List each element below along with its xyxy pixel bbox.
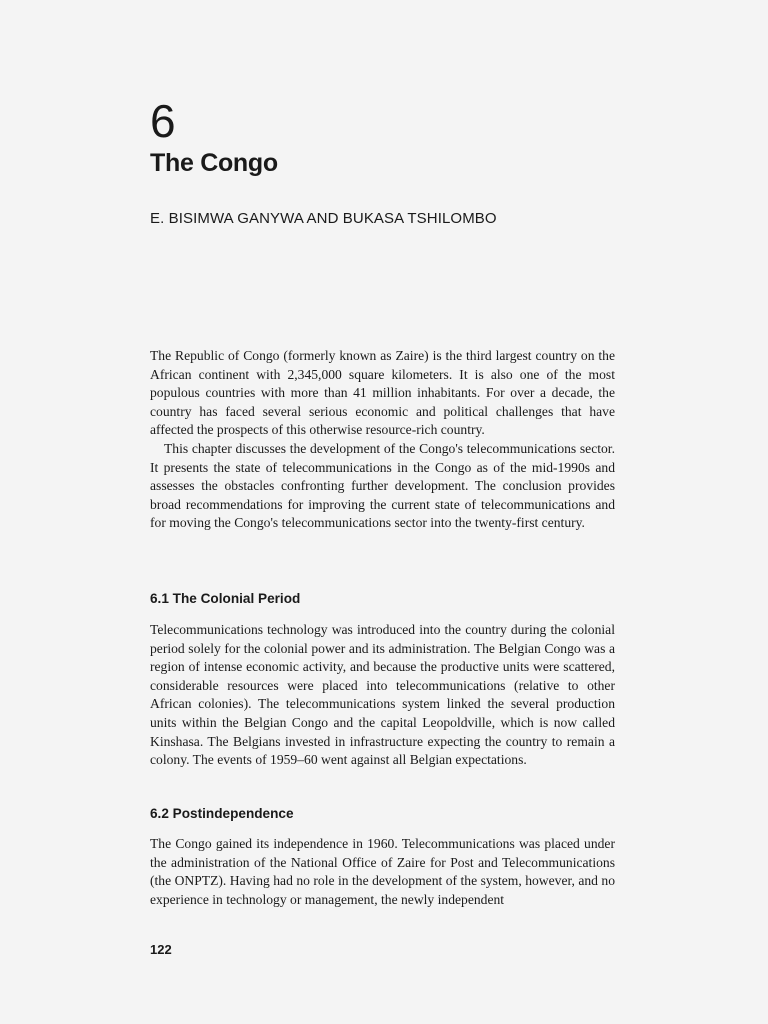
chapter-number: 6 bbox=[150, 95, 176, 147]
chapter-authors: E. BISIMWA GANYWA AND BUKASA TSHILOMBO bbox=[150, 210, 497, 227]
section-heading-colonial-period: 6.1 The Colonial Period bbox=[150, 591, 301, 606]
chapter-title: The Congo bbox=[150, 149, 278, 177]
page-number: 122 bbox=[150, 942, 172, 957]
section-heading-postindependence: 6.2 Postindependence bbox=[150, 806, 294, 821]
section-paragraph: Telecommunications technology was introduced into the country during the colonial period solely for the colonial power and its administration. The Belgian Congo was a region of intense economic activity, and because the productive units were scattered, considerable resources were placed into telecommunications (relative to other African colonies). The telecommunications system linked the several production units within the Belgian Congo and the capital Leopoldville, which is now called Kinshasa. The Belgians invested in infrastructure expecting the country to remain a colony. The events of 1959–60 went against all Belgian expectations. bbox=[150, 622, 615, 768]
section-colonial-period-text bbox=[150, 621, 615, 770]
intro-text bbox=[150, 347, 615, 533]
section-paragraph: The Congo gained its independence in 1960. Telecommunications was placed under the administration of the National Office of Zaire for Post and Telecommunications (the ONPTZ). Having had no role in the development of the system, however, and no experience in technology or management, the newly independent bbox=[150, 836, 615, 907]
intro-paragraph-1: The Republic of Congo (formerly known as Zaire) is the third largest country on the African continent with 2,345,000 square kilometers. It is also one of the most populous countries with more than 41 million inhabitants. For over a decade, the country has faced several serious economic and political challenges that have affected the prospects of this otherwise resource-rich country. bbox=[150, 348, 615, 438]
intro-paragraph-2: This chapter discusses the development of the Congo's telecommunications sector. It presents the state of telecommunications in the Congo as of the mid-1990s and assesses the obstacles confronting further development. The conclusion provides broad recommendations for improving the current state of telecommunications and for moving the Congo's telecommunications sector into the twenty-first century. bbox=[150, 440, 615, 531]
section-postindependence-text bbox=[150, 835, 615, 909]
